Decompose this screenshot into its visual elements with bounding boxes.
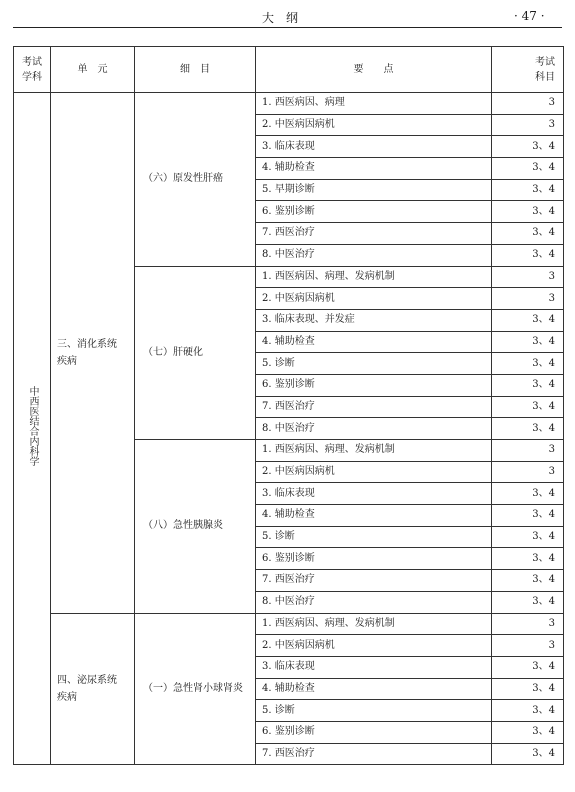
score-cell: 3、4 xyxy=(492,678,564,700)
point-cell: 7. 西医治疗 xyxy=(256,743,492,765)
score-cell: 3、4 xyxy=(492,656,564,678)
col-header-point: 要 点 xyxy=(256,47,492,93)
score-cell: 3、4 xyxy=(492,396,564,418)
point-cell: 5. 早期诊断 xyxy=(256,179,492,201)
syllabus-table xyxy=(13,46,564,765)
unit-cell xyxy=(51,93,135,614)
point-cell: 2. 中医病因病机 xyxy=(256,114,492,136)
point-cell: 5. 诊断 xyxy=(256,353,492,375)
point-cell: 6. 鉴别诊断 xyxy=(256,721,492,743)
point-cell: 1. 西医病因、病理、发病机制 xyxy=(256,613,492,635)
score-cell: 3、4 xyxy=(492,223,564,245)
point-cell: 2. 中医病因病机 xyxy=(256,288,492,310)
unit-name-line: 疾病 xyxy=(57,355,77,367)
point-cell: 2. 中医病因病机 xyxy=(256,461,492,483)
point-cell: 1. 西医病因、病理 xyxy=(256,93,492,115)
point-cell: 6. 鉴别诊断 xyxy=(256,201,492,223)
col-header-unit: 单 元 xyxy=(51,47,135,93)
col-header-score-line1: 考试 xyxy=(535,56,555,68)
score-cell: 3 xyxy=(492,613,564,635)
score-cell: 3、4 xyxy=(492,721,564,743)
unit-cell xyxy=(51,613,135,765)
score-cell: 3、4 xyxy=(492,591,564,613)
unit-name-line: 三、消化系统 xyxy=(57,338,117,350)
point-cell: 3. 临床表现、并发症 xyxy=(256,309,492,331)
score-cell: 3、4 xyxy=(492,179,564,201)
score-cell: 3 xyxy=(492,93,564,115)
score-cell: 3、4 xyxy=(492,136,564,158)
point-cell: 1. 西医病因、病理、发病机制 xyxy=(256,440,492,462)
score-cell: 3、4 xyxy=(492,309,564,331)
score-cell: 3、4 xyxy=(492,353,564,375)
detail-cell: （八）急性胰腺炎 xyxy=(135,440,256,614)
col-header-detail: 细 目 xyxy=(135,47,256,93)
point-cell: 7. 西医治疗 xyxy=(256,223,492,245)
col-header-score xyxy=(492,47,564,93)
score-cell: 3、4 xyxy=(492,570,564,592)
col-header-score-line2: 科目 xyxy=(535,71,555,83)
score-cell: 3、4 xyxy=(492,505,564,527)
point-cell: 3. 临床表现 xyxy=(256,136,492,158)
score-cell: 3 xyxy=(492,266,564,288)
score-cell: 3、4 xyxy=(492,374,564,396)
score-cell: 3、4 xyxy=(492,743,564,765)
point-cell: 5. 诊断 xyxy=(256,526,492,548)
score-cell: 3、4 xyxy=(492,331,564,353)
unit-name-line: 四、泌尿系统 xyxy=(57,674,117,686)
point-cell: 6. 鉴别诊断 xyxy=(256,374,492,396)
subject-label: 中西医结合内科学 xyxy=(27,386,38,467)
col-header-subject-line2: 学科 xyxy=(22,71,42,83)
subject-cell xyxy=(14,93,51,765)
point-cell: 4. 辅助检查 xyxy=(256,158,492,180)
point-cell: 4. 辅助检查 xyxy=(256,331,492,353)
score-cell: 3、4 xyxy=(492,201,564,223)
point-cell: 3. 临床表现 xyxy=(256,483,492,505)
score-cell: 3、4 xyxy=(492,526,564,548)
point-cell: 6. 鉴别诊断 xyxy=(256,548,492,570)
page-number: · 47 · xyxy=(514,9,545,23)
point-cell: 4. 辅助检查 xyxy=(256,678,492,700)
score-cell: 3 xyxy=(492,635,564,657)
point-cell: 1. 西医病因、病理、发病机制 xyxy=(256,266,492,288)
header-rule xyxy=(13,27,562,28)
point-cell: 3. 临床表现 xyxy=(256,656,492,678)
point-cell: 8. 中医治疗 xyxy=(256,591,492,613)
point-cell: 7. 西医治疗 xyxy=(256,396,492,418)
point-cell: 5. 诊断 xyxy=(256,700,492,722)
point-cell: 8. 中医治疗 xyxy=(256,418,492,440)
score-cell: 3、4 xyxy=(492,244,564,266)
score-cell: 3、4 xyxy=(492,158,564,180)
table-row xyxy=(14,93,564,115)
col-header-subject-line1: 考试 xyxy=(22,56,42,68)
point-cell: 8. 中医治疗 xyxy=(256,244,492,266)
table-body xyxy=(14,93,564,765)
detail-cell: （七）肝硬化 xyxy=(135,266,256,440)
score-cell: 3、4 xyxy=(492,548,564,570)
score-cell: 3、4 xyxy=(492,418,564,440)
table-row xyxy=(14,613,564,635)
score-cell: 3 xyxy=(492,461,564,483)
unit-name-line: 疾病 xyxy=(57,691,77,703)
point-cell: 4. 辅助检查 xyxy=(256,505,492,527)
col-header-subject xyxy=(14,47,51,93)
score-cell: 3 xyxy=(492,288,564,310)
table-header-row xyxy=(14,47,564,93)
score-cell: 3 xyxy=(492,440,564,462)
detail-cell: （一）急性肾小球肾炎 xyxy=(135,613,256,765)
running-header-title: 大 纲 xyxy=(262,11,299,25)
detail-cell: （六）原发性肝癌 xyxy=(135,93,256,267)
score-cell: 3、4 xyxy=(492,483,564,505)
point-cell: 2. 中医病因病机 xyxy=(256,635,492,657)
point-cell: 7. 西医治疗 xyxy=(256,570,492,592)
score-cell: 3 xyxy=(492,114,564,136)
score-cell: 3、4 xyxy=(492,700,564,722)
